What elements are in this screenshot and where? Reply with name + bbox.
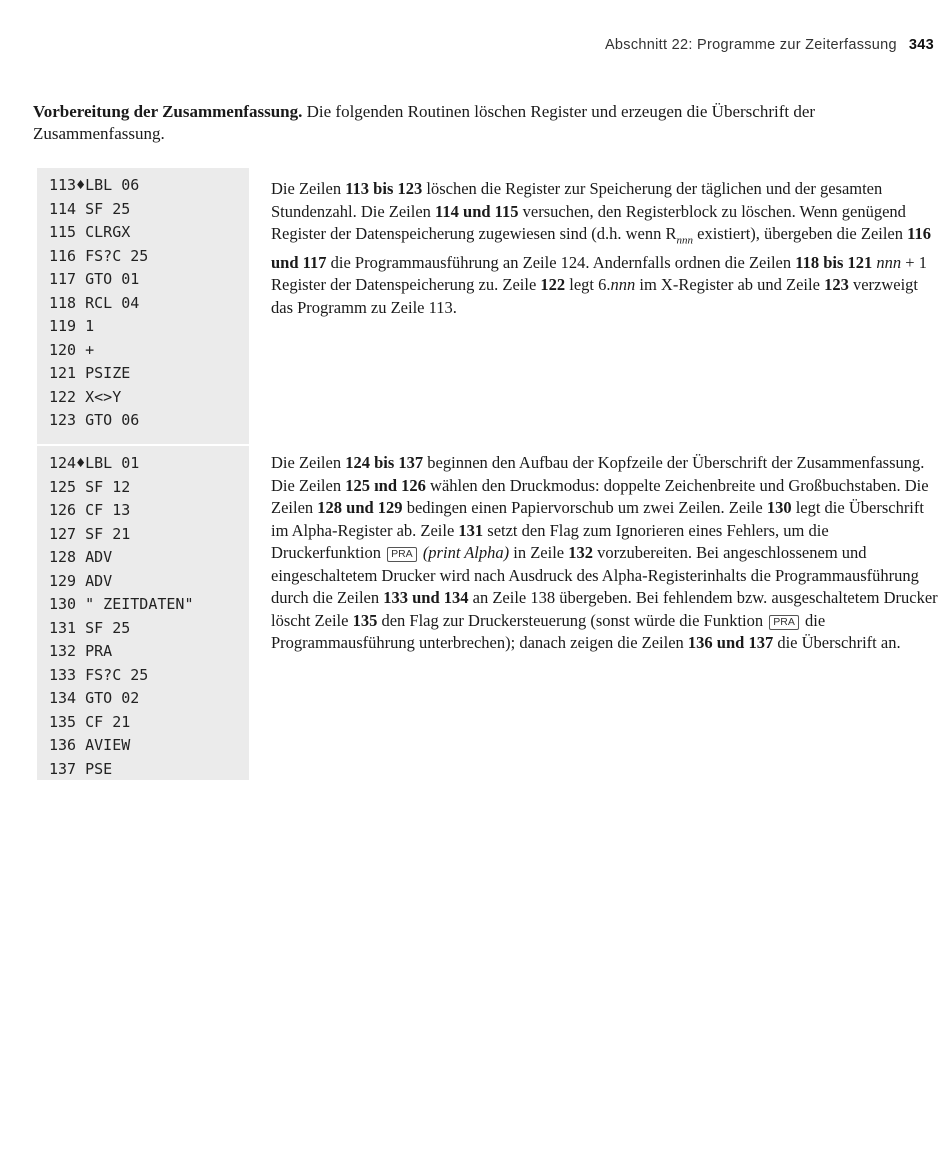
line-reference: 135 bbox=[352, 610, 378, 630]
page-header bbox=[605, 37, 934, 53]
listing-line: 117 GTO 01 bbox=[49, 270, 140, 288]
line-reference: 125 ınd 126 bbox=[345, 475, 426, 495]
intro-heading: Vorbereitung der Zusammenfassung. bbox=[33, 102, 303, 121]
text-run: die Programmausführung unterbrechen); danach zeigen die Zeilen bbox=[271, 610, 826, 652]
text-run: an Zeile 138 übergeben. Bei fehlendem bzw. ausgeschaltetem Drucker löscht Zeile bbox=[271, 588, 938, 630]
text-run: versuchen, den Registerblock zu löschen. Wenn genügend Register der Datenspeicherung zugewiesen sind (d.h. wenn R bbox=[271, 201, 906, 243]
listing-line: 126 CF 13 bbox=[49, 501, 131, 519]
text-run: legt die Überschrift im Alpha-Register ab. Zeile bbox=[271, 498, 924, 540]
line-reference: 114 und 115 bbox=[435, 201, 519, 221]
line-reference: 113 bis 123 bbox=[345, 179, 423, 198]
line-reference: 123 bbox=[824, 275, 849, 295]
text-run: beginnen den Aufbau der Kopfzeile der Überschrift der Zusammenfassung. Die Zeilen bbox=[271, 453, 925, 495]
intro-text: Die folgenden Routinen löschen Register und erzeugen die Überschrift der Zusammenfassung. bbox=[33, 102, 816, 143]
text-run: bedingen einen Papiervorschub um zwei Zeilen. Zeile bbox=[402, 498, 767, 517]
listing-line: 122 X<>Y bbox=[49, 387, 122, 406]
text-run: Die Zeilen bbox=[271, 453, 346, 472]
pra-key-icon: PRA bbox=[769, 615, 799, 630]
listing-line: 137 PSE bbox=[49, 759, 113, 778]
text-run: existiert), übergeben die Zeilen bbox=[693, 224, 908, 243]
text-run: setzt den Flag zum Ignorieren eines Fehlers, um die Druckerfunktion bbox=[271, 520, 829, 562]
text-run: vorzubereiten. Bei angeschlossenem und eingeschaltetem Drucker wird nach Ausdruck des Alpha-Registerinhalts die Programmausführung durch die Zeilen bbox=[271, 543, 919, 607]
listing-line: 113♦LBL 06 bbox=[49, 176, 140, 194]
listing-line: 129 ADV bbox=[49, 571, 113, 590]
line-reference: 122 bbox=[540, 275, 566, 295]
line-reference: 118 bis 121 bbox=[795, 252, 873, 272]
listing-line: 120 + bbox=[49, 340, 95, 359]
intro-paragraph bbox=[33, 101, 938, 145]
listing-line: 131 SF 25 bbox=[49, 618, 131, 637]
text-run: + 1 Register der Datenspeicherung zu. Zeile bbox=[271, 252, 927, 295]
program-listing-2 bbox=[37, 446, 249, 780]
text-run: die Überschrift an. bbox=[773, 633, 901, 652]
listing-line: 133 FS?C 25 bbox=[49, 665, 149, 684]
listing-line: 125 SF 12 bbox=[49, 477, 131, 496]
section-title: Abschnitt 22: Programme zur Zeiterfassung bbox=[604, 37, 897, 53]
text-run: in Zeile bbox=[509, 543, 569, 562]
text-run: Die Zeilen bbox=[271, 179, 346, 198]
explanation-paragraph-2 bbox=[271, 452, 939, 655]
pra-key-icon: PRA bbox=[387, 547, 417, 562]
line-reference: 116 und 117 bbox=[271, 224, 931, 272]
listing-line: 136 AVIEW bbox=[49, 736, 131, 754]
listing-line: 130 " ZEITDATEN" bbox=[49, 595, 194, 613]
listing-line: 123 GTO 06 bbox=[49, 411, 140, 429]
page-number: 343 bbox=[908, 37, 934, 53]
line-reference: 128 und 129 bbox=[317, 498, 403, 517]
line-reference: 133 und 134 bbox=[383, 588, 469, 607]
text-run: legt 6. bbox=[565, 275, 611, 295]
text-run: wählen den Druckmodus: doppelte Zeichenbreite und Großbuchstaben. Die Zeilen bbox=[271, 475, 929, 517]
listing-line: 128 ADV bbox=[49, 548, 113, 566]
explanation-paragraph-1 bbox=[271, 178, 939, 319]
italic-term: nnn bbox=[610, 275, 636, 295]
listing-line: 124♦LBL 01 bbox=[49, 454, 140, 472]
text-run: löschen die Register zur Speicherung der täglichen und der gesamten Stundenzahl. Die Zeilen bbox=[271, 179, 883, 221]
program-listing-1 bbox=[37, 168, 249, 444]
listing-line: 135 CF 21 bbox=[49, 712, 131, 731]
listing-line: 121 PSIZE bbox=[49, 364, 131, 382]
line-reference: 130 bbox=[766, 498, 792, 517]
listing-line: 132 PRA bbox=[49, 642, 113, 660]
listing-line: 127 SF 21 bbox=[49, 524, 131, 543]
line-reference: 124 bis 137 bbox=[345, 453, 424, 472]
line-reference: 131 bbox=[458, 520, 484, 540]
text-run: die Programmausführung an Zeile 124. Andernfalls ordnen die Zeilen bbox=[326, 252, 796, 272]
italic-term: (print Alpha) bbox=[422, 543, 510, 562]
text-run: verzweigt das Programm zu Zeile 113. bbox=[271, 275, 918, 317]
listing-line: 119 1 bbox=[49, 317, 95, 335]
listing-line: 115 CLRGX bbox=[49, 223, 131, 241]
listing-line: 114 SF 25 bbox=[49, 199, 131, 218]
subscript: nnn bbox=[676, 234, 694, 247]
listing-line: 116 FS?C 25 bbox=[49, 246, 149, 265]
listing-line: 134 GTO 02 bbox=[49, 689, 140, 707]
text-run: den Flag zur Druckersteuerung (sonst würde die Funktion bbox=[377, 610, 768, 630]
line-reference: 136 und 137 bbox=[687, 633, 774, 652]
italic-term: nnn bbox=[876, 252, 902, 272]
listing-line: 118 RCL 04 bbox=[49, 293, 140, 312]
text-run: im X-Register ab und Zeile bbox=[635, 275, 825, 295]
line-reference: 132 bbox=[568, 543, 593, 562]
